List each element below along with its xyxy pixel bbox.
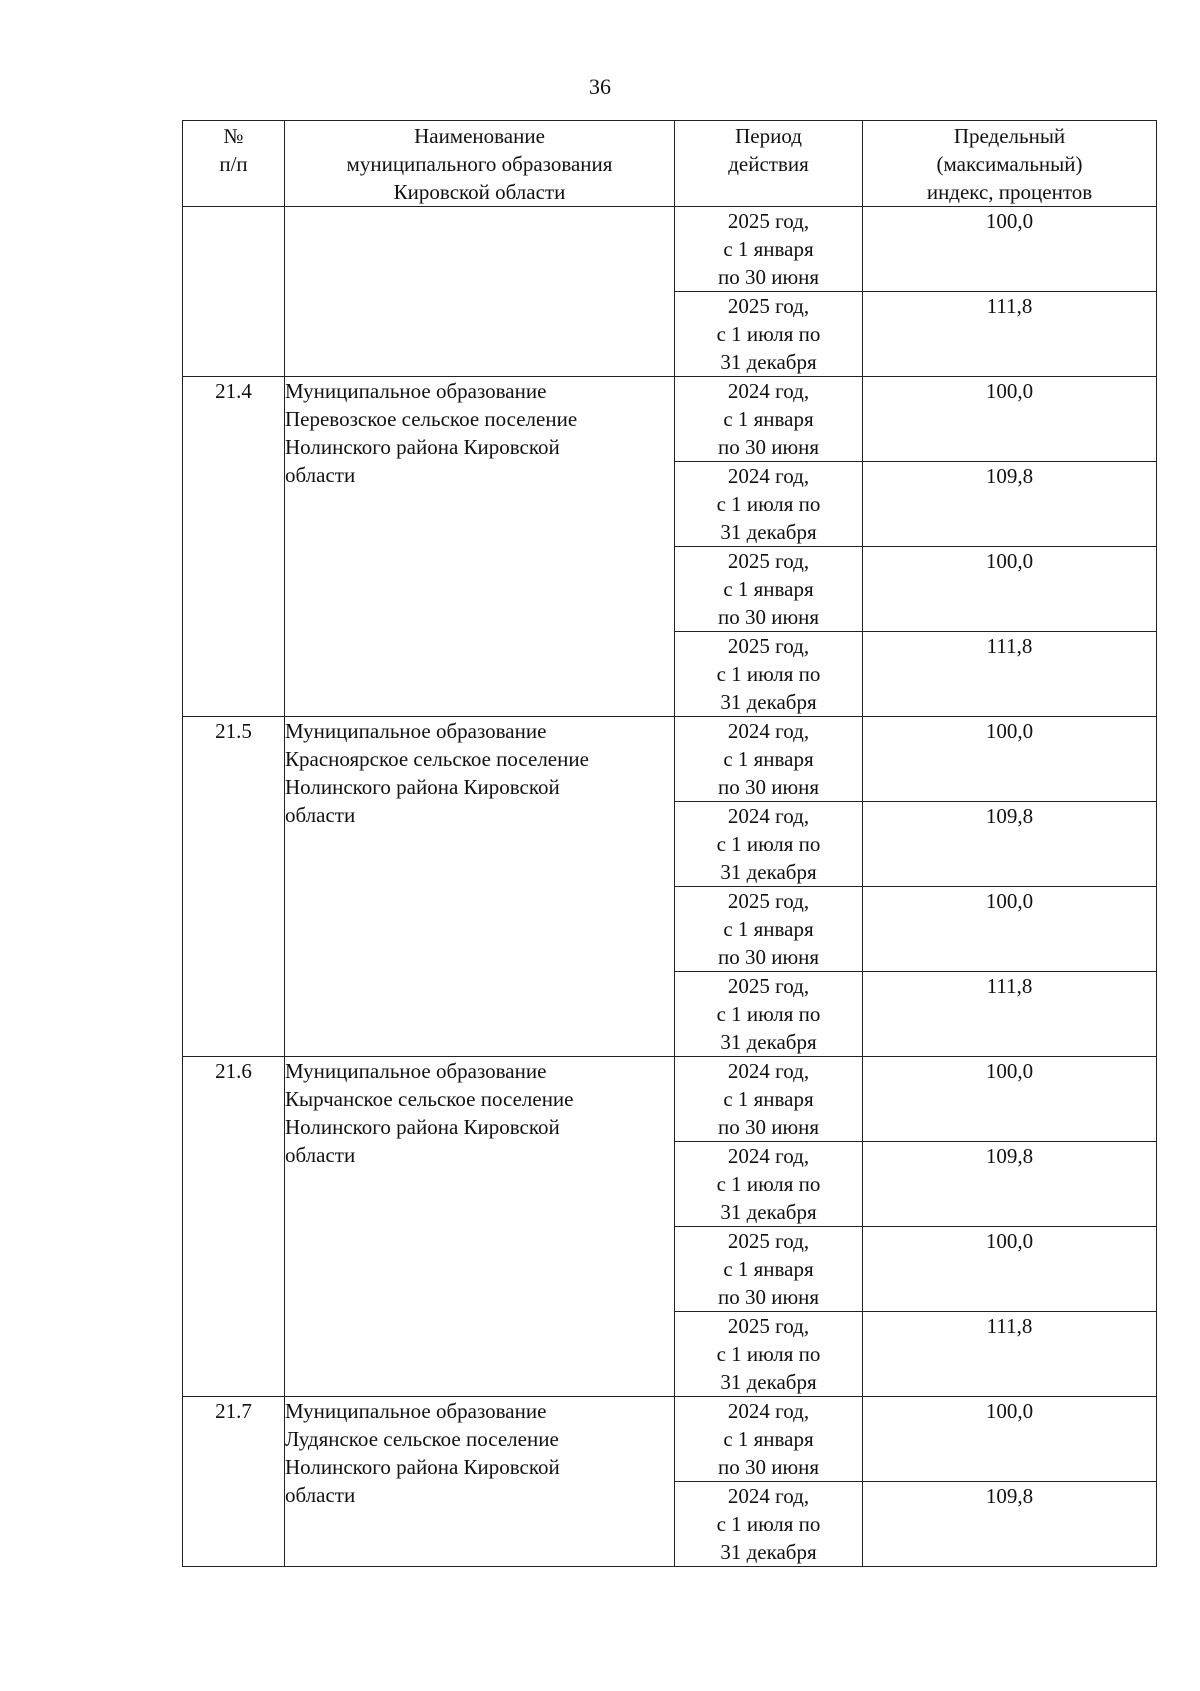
municipality-name xyxy=(285,1397,675,1567)
period-line: с 1 января xyxy=(723,1427,814,1451)
row-number xyxy=(183,207,285,377)
index-value: 109,8 xyxy=(863,462,1157,547)
period-cell xyxy=(675,1057,863,1142)
period-line: 2024 год, xyxy=(727,804,810,828)
period-line: с 1 января xyxy=(723,237,814,261)
index-value: 100,0 xyxy=(863,377,1157,462)
municipality-name-line: Муниципальное образование xyxy=(285,1399,547,1423)
municipality-name-line: Кырчанское сельское поселение xyxy=(285,1087,574,1111)
index-value: 109,8 xyxy=(863,1142,1157,1227)
period-line: с 1 июля по xyxy=(716,1172,821,1196)
period-line: с 1 июля по xyxy=(716,492,821,516)
municipality-name xyxy=(285,717,675,1057)
header-line: Наименование xyxy=(414,124,545,148)
header-line: индекс, процентов xyxy=(926,180,1093,204)
index-value: 111,8 xyxy=(863,632,1157,717)
period-line: с 1 июля по xyxy=(716,1512,821,1536)
period-line: 2024 год, xyxy=(727,379,810,403)
municipality-name-line: Нолинского района Кировской xyxy=(285,1115,560,1139)
period-cell xyxy=(675,632,863,717)
index-value: 111,8 xyxy=(863,1312,1157,1397)
header-index xyxy=(863,121,1157,207)
period-line: с 1 июля по xyxy=(716,662,821,686)
period-line: с 1 июля по xyxy=(716,1342,821,1366)
period-line: с 1 июля по xyxy=(716,832,821,856)
header-line: п/п xyxy=(219,152,248,176)
row-number: 21.7 xyxy=(183,1397,285,1567)
period-line: 31 декабря xyxy=(720,1370,817,1394)
row-number: 21.6 xyxy=(183,1057,285,1397)
period-line: 2024 год, xyxy=(727,1399,810,1423)
municipality-name xyxy=(285,207,675,377)
header-line: Период xyxy=(735,124,802,148)
period-line: 2025 год, xyxy=(727,1314,810,1338)
municipality-name-line: Лудянское сельское поселение xyxy=(285,1427,559,1451)
period-line: с 1 января xyxy=(723,577,814,601)
municipality-name-line: Красноярское сельское поселение xyxy=(285,747,589,771)
period-line: с 1 января xyxy=(723,917,814,941)
period-cell xyxy=(675,547,863,632)
table-row xyxy=(183,377,1157,462)
period-line: 2024 год, xyxy=(727,464,810,488)
period-line: 2024 год, xyxy=(727,719,810,743)
period-line: с 1 июля по xyxy=(716,1002,821,1026)
municipality-name-line: Муниципальное образование xyxy=(285,719,547,743)
municipality-name-line: Нолинского района Кировской xyxy=(285,435,560,459)
index-value: 100,0 xyxy=(863,1057,1157,1142)
header-line: Предельный xyxy=(953,124,1066,148)
period-cell xyxy=(675,462,863,547)
header-line: (максимальный) xyxy=(936,152,1083,176)
period-line: 2025 год, xyxy=(727,1229,810,1253)
table-row xyxy=(183,717,1157,802)
period-cell xyxy=(675,1397,863,1482)
period-cell xyxy=(675,1227,863,1312)
period-line: 31 декабря xyxy=(720,1030,817,1054)
period-line: 31 декабря xyxy=(720,690,817,714)
index-value: 111,8 xyxy=(863,972,1157,1057)
index-value: 100,0 xyxy=(863,547,1157,632)
period-cell xyxy=(675,802,863,887)
index-value: 100,0 xyxy=(863,1397,1157,1482)
municipality-name xyxy=(285,377,675,717)
municipality-name-line: области xyxy=(285,1483,356,1507)
period-line: по 30 июня xyxy=(717,945,820,969)
period-line: с 1 января xyxy=(723,1257,814,1281)
period-cell xyxy=(675,1312,863,1397)
index-value: 109,8 xyxy=(863,802,1157,887)
header-line: муниципального образования xyxy=(346,152,613,176)
period-cell xyxy=(675,377,863,462)
period-line: 2025 год, xyxy=(727,974,810,998)
header-line: № xyxy=(223,124,244,148)
municipality-name-line: Муниципальное образование xyxy=(285,379,547,403)
page-number: 36 xyxy=(589,74,611,99)
period-line: 2025 год, xyxy=(727,634,810,658)
municipality-name-line: области xyxy=(285,803,356,827)
municipality-name-line: Нолинского района Кировской xyxy=(285,775,560,799)
period-line: 2024 год, xyxy=(727,1144,810,1168)
municipality-name xyxy=(285,1057,675,1397)
municipality-name-line: области xyxy=(285,463,356,487)
index-value: 100,0 xyxy=(863,717,1157,802)
period-cell xyxy=(675,887,863,972)
period-line: по 30 июня xyxy=(717,1285,820,1309)
period-line: 2025 год, xyxy=(727,294,810,318)
period-cell xyxy=(675,292,863,377)
period-line: по 30 июня xyxy=(717,775,820,799)
row-number: 21.4 xyxy=(183,377,285,717)
period-line: с 1 января xyxy=(723,407,814,431)
header-number xyxy=(183,121,285,207)
period-line: с 1 июля по xyxy=(716,322,821,346)
period-line: по 30 июня xyxy=(717,435,820,459)
period-line: с 1 января xyxy=(723,1087,814,1111)
table-row xyxy=(183,207,1157,292)
period-line: по 30 июня xyxy=(717,1115,820,1139)
period-cell xyxy=(675,972,863,1057)
period-cell xyxy=(675,717,863,802)
table-row xyxy=(183,1397,1157,1482)
header-line: действия xyxy=(728,152,809,176)
index-value: 109,8 xyxy=(863,1482,1157,1567)
period-cell xyxy=(675,1482,863,1567)
period-line: 2025 год, xyxy=(727,209,810,233)
index-value: 111,8 xyxy=(863,292,1157,377)
period-line: 31 декабря xyxy=(720,860,817,884)
period-line: 2025 год, xyxy=(727,889,810,913)
header-line: Кировской области xyxy=(393,180,566,204)
period-line: 2025 год, xyxy=(727,549,810,573)
tariff-index-table xyxy=(182,120,1157,1567)
period-line: 31 декабря xyxy=(720,1200,817,1224)
period-line: по 30 июня xyxy=(717,265,820,289)
period-line: по 30 июня xyxy=(717,605,820,629)
period-cell xyxy=(675,207,863,292)
index-value: 100,0 xyxy=(863,1227,1157,1312)
header-period xyxy=(675,121,863,207)
period-line: с 1 января xyxy=(723,747,814,771)
table-body xyxy=(183,207,1157,1567)
period-line: 31 декабря xyxy=(720,520,817,544)
period-line: 31 декабря xyxy=(720,350,817,374)
period-line: по 30 июня xyxy=(717,1455,820,1479)
period-line: 2024 год, xyxy=(727,1484,810,1508)
municipality-name-line: Нолинского района Кировской xyxy=(285,1455,560,1479)
header-row xyxy=(183,121,1157,207)
index-value: 100,0 xyxy=(863,207,1157,292)
table-header xyxy=(183,121,1157,207)
row-number: 21.5 xyxy=(183,717,285,1057)
period-line: 2024 год, xyxy=(727,1059,810,1083)
municipality-name-line: Муниципальное образование xyxy=(285,1059,547,1083)
period-line: 31 декабря xyxy=(720,1540,817,1564)
index-value: 100,0 xyxy=(863,887,1157,972)
period-cell xyxy=(675,1142,863,1227)
table-row xyxy=(183,1057,1157,1142)
municipality-name-line: области xyxy=(285,1143,356,1167)
municipality-name-line: Перевозское сельское поселение xyxy=(285,407,578,431)
header-name xyxy=(285,121,675,207)
